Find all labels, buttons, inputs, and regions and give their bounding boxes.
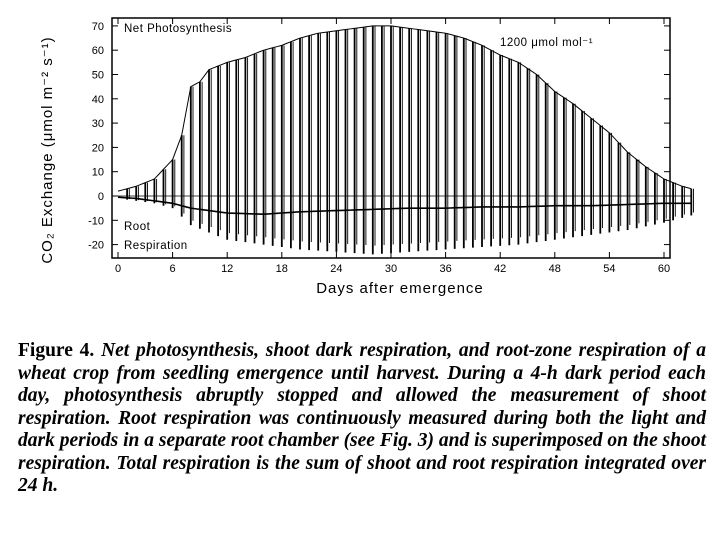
y-tick-label: 40 [91,93,104,106]
y-tick-labels [88,21,104,252]
respiration-label: Respiration [124,240,188,252]
y-tick-label: 0 [97,191,104,203]
y-tick-label: 30 [91,118,104,131]
x-tick-label: 12 [221,263,234,275]
x-tick-label: 42 [494,263,507,275]
x-tick-label: 30 [384,263,398,275]
x-tick-label: 24 [330,263,343,275]
x-tick-label: 60 [657,263,671,275]
y-tick-label: 10 [91,166,104,179]
figure-caption [18,340,706,498]
panel-label: Net Photosynthesis [124,23,233,35]
root-respiration-line [118,197,691,214]
net-photosynthesis-envelope [118,26,691,191]
concentration-annotation: 1200 μmol mol⁻¹ [500,37,594,49]
x-tick-labels [115,263,670,275]
x-tick-label: 6 [169,263,176,275]
daily-exchange-traces [127,26,693,254]
caption-text: Net photosynthesis, shoot dark respiration, and root-zone respiration of a wheat crop from seedling emergence until harvest. During a 4-h dark period each day, photosynthesis abruptly stopped and allowed the measurement of shoot respiration. Root respiration was continuously measured during both the light and dark periods in a separate root chamber (see Fig. 3) and is superimposed on the shoot respiration. Total respiration is the sum of shoot and root respiration integrated over 24 h. [18,340,706,496]
y-tick-label: 20 [91,142,104,155]
y-tick-label: -10 [88,215,104,228]
x-tick-label: 0 [114,263,122,275]
x-tick-label: 54 [603,263,616,275]
x-tick-label: 18 [275,263,288,275]
root-label: Root [124,221,151,233]
x-tick-label: 48 [548,263,561,275]
x-axis-title: Days after emergence [316,280,484,297]
y-tick-label: 60 [91,45,104,58]
y-tick-label: 70 [91,20,104,33]
x-tick-label: 36 [439,263,452,275]
y-tick-label: 50 [91,69,104,82]
caption-label: Figure 4. [18,340,95,361]
y-axis-title: CO₂ Exchange (μmol m⁻² s⁻¹) [39,36,56,264]
y-tick-label: -20 [88,239,104,252]
